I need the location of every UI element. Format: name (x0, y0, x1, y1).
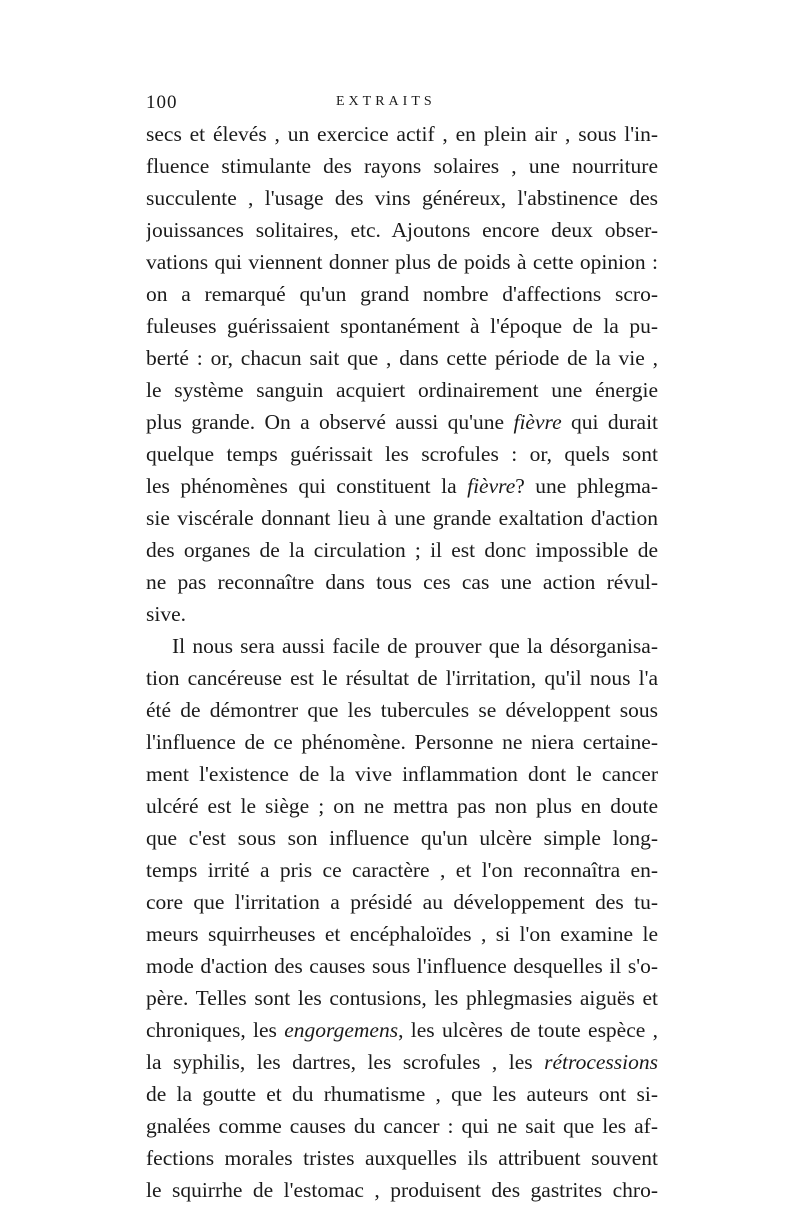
italic-term: fièvre (513, 410, 562, 434)
running-title: EXTRAITS (336, 94, 436, 109)
text-line: on a remarqué qu'un grand nombre d'affections scro- (146, 282, 658, 306)
text-segment: plus grande. On a observé aussi qu'une (146, 410, 505, 434)
text-line: ulcéré est le siège ; on ne mettra pas non plus en doute (146, 794, 658, 818)
text-line: secs et élevés , un exercice actif , en plein air , sous l'in- (146, 122, 658, 146)
italic-term: rétrocessions (544, 1050, 658, 1074)
text-line: ne pas reconnaître dans tous ces cas une action révul- (146, 570, 658, 594)
text-line: berté : or, chacun sait que , dans cette période de la vie , (146, 346, 658, 370)
text-line (146, 406, 658, 438)
text-line: de la goutte et du rhumatisme , que les auteurs ont si- (146, 1082, 658, 1106)
text-segment: les phénomènes qui constituent la (146, 474, 457, 498)
text-line: meurs squirrheuses et encéphaloïdes , si l'on examine le (146, 922, 658, 946)
text-line: quelque temps guérissait les scrofules : or, quels sont (146, 442, 658, 466)
text-line (146, 1014, 658, 1046)
text-line: que c'est sous son influence qu'un ulcère simple long- (146, 826, 658, 850)
text-line: mode d'action des causes sous l'influence desquelles il s'o- (146, 954, 658, 978)
text-segment: chroniques, les (146, 1018, 277, 1042)
text-line: succulente , l'usage des vins généreux, l'abstinence des (146, 186, 658, 210)
text-segment: la syphilis, les dartres, les scrofules , les (146, 1050, 533, 1074)
text-line: fuleuses guérissaient spontanément à l'époque de la pu- (146, 314, 658, 338)
text-line: l'influence de ce phénomène. Personne ne niera certaine- (146, 730, 658, 754)
italic-term: engorgemens (284, 1018, 399, 1042)
text-segment: ? une phlegma- (515, 474, 658, 498)
text-line (146, 470, 658, 502)
text-line: été de démontrer que les tubercules se développent sous (146, 698, 658, 722)
text-line: le système sanguin acquiert ordinairement une énergie (146, 378, 658, 402)
page-number: 100 (146, 92, 178, 113)
paragraph-start-line: Il nous sera aussi facile de prouver que la désorganisa- (172, 634, 658, 658)
text-line: gnalées comme causes du cancer : qui ne sait que les af- (146, 1114, 658, 1138)
body-text (146, 118, 658, 1206)
text-line: temps irrité a pris ce caractère , et l'on reconnaîtra en- (146, 858, 658, 882)
italic-term: fièvre (467, 474, 516, 498)
text-line: vations qui viennent donner plus de poids à cette opinion : (146, 250, 658, 274)
text-line: fections morales tristes auxquelles ils attribuent souvent (146, 1146, 658, 1170)
text-line (146, 1046, 658, 1078)
text-line: jouissances solitaires, etc. Ajoutons encore deux obser- (146, 218, 658, 242)
text-line: core que l'irritation a présidé au développement des tu- (146, 890, 658, 914)
text-line: ment l'existence de la vive inflammation dont le cancer (146, 762, 658, 786)
text-segment: qui durait (571, 410, 658, 434)
text-line: tion cancéreuse est le résultat de l'irritation, qu'il nous l'a (146, 666, 658, 690)
text-segment: , les ulcères de toute espèce , (398, 1018, 658, 1042)
text-line: père. Telles sont les contusions, les phlegmasies aiguës et (146, 986, 658, 1010)
text-line: des organes de la circulation ; il est donc impossible de (146, 538, 658, 562)
text-line: le squirrhe de l'estomac , produisent des gastrites chro- (146, 1178, 658, 1202)
text-line: sie viscérale donnant lieu à une grande exaltation d'action (146, 506, 658, 530)
text-line: fluence stimulante des rayons solaires , une nourriture (146, 154, 658, 178)
text-line: sive. (146, 602, 187, 626)
page-header (146, 92, 656, 116)
